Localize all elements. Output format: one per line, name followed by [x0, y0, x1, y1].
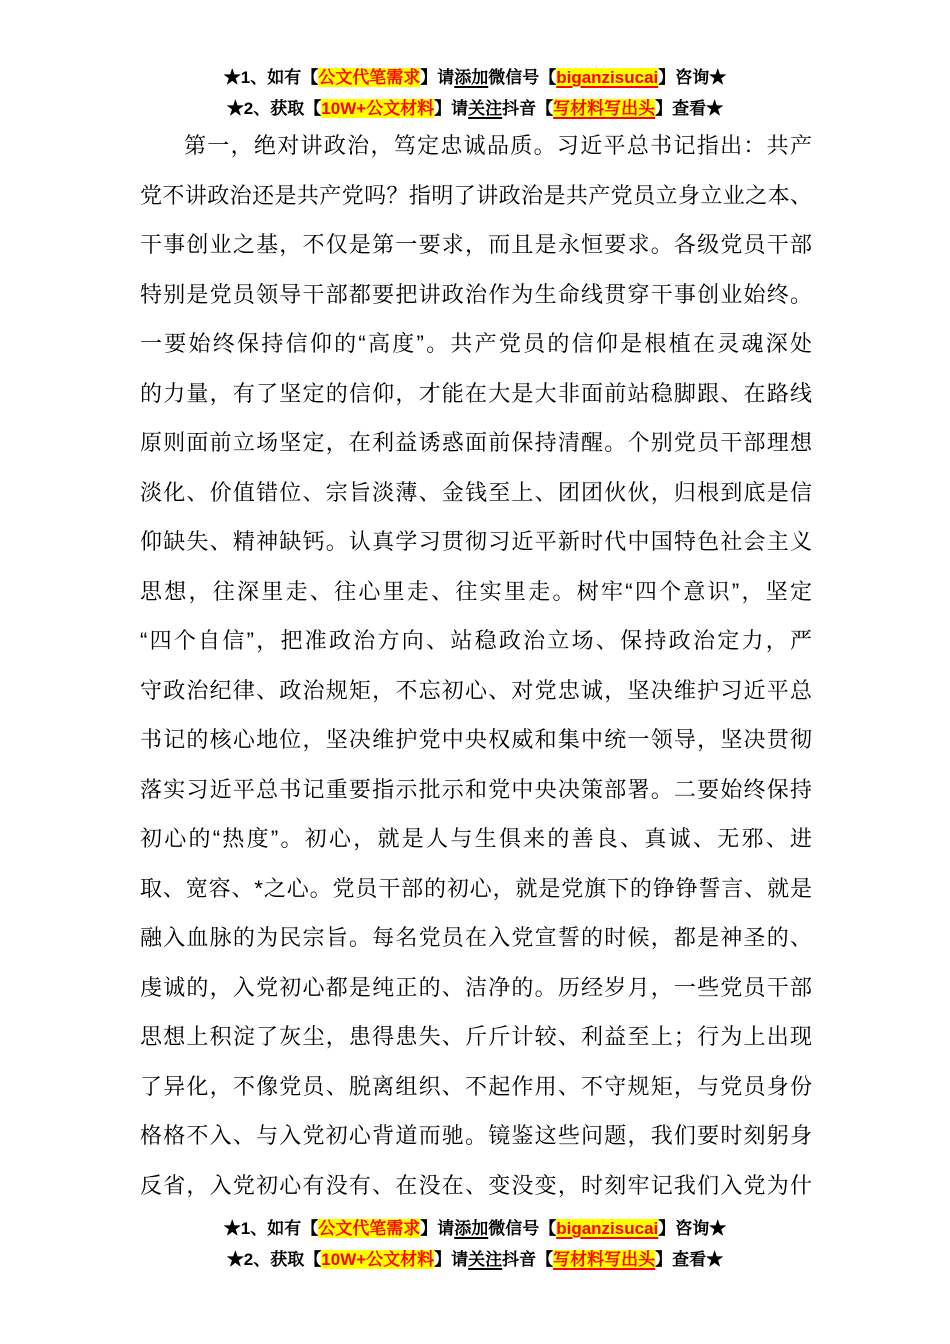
text-line: 思想上积淀了灰尘，患得患失、斤斤计较、利益至上；行为上出现 — [140, 1024, 812, 1049]
footer-notice — [0, 1213, 950, 1275]
notice-underlined-text: 关注 — [468, 99, 503, 118]
text-line: 初心的“热度”。初心，就是人与生俱来的善良、真诚、无邪、进 — [140, 826, 812, 851]
text-line: 落实习近平总书记重要指示批示和党中央决策部署。二要始终保持 — [140, 776, 812, 802]
text-line: 思想，往深里走、往心里走、往实里走。树牢“四个意识”，坚定 — [140, 578, 812, 604]
text-line: 特别是党员领导干部都要把讲政治作为生命线贯穿干事创业始终。 — [140, 281, 812, 307]
text-line: 格格不入、与入党初心背道而驰。镜鉴这些问题，我们要时刻躬身 — [140, 1123, 812, 1148]
notice-text: 抖音【 — [502, 1250, 554, 1269]
notice-text: 】查看★ — [655, 99, 724, 118]
notice-text: ★2、获取【 — [226, 1250, 322, 1269]
text-line: 的力量，有了坚定的信仰，才能在大是大非面前站稳脚跟、在路线 — [140, 380, 812, 406]
notice-text: 】请 — [420, 68, 455, 87]
footer-notice-line-2 — [0, 1244, 950, 1275]
text-line: 仰缺失、精神缺钙。认真学习贯彻习近平新时代中国特色社会主义 — [140, 529, 812, 554]
notice-text: 微信号【 — [488, 1219, 557, 1238]
notice-text: 】查看★ — [655, 1250, 724, 1269]
notice-text: ★2、获取【 — [226, 99, 322, 118]
wechat-id-text: biganzisucai — [556, 68, 659, 87]
wechat-id-text: biganzisucai — [556, 1219, 659, 1238]
notice-highlight: 公文代笔需求 — [318, 1219, 421, 1238]
text-line: 反省，入党初心有没有、在没在、变没变，时刻牢记我们入党为什 — [140, 1172, 812, 1198]
text-line: 干事创业之基，不仅是第一要求，而且是永恒要求。各级党员干部 — [140, 232, 812, 257]
text-line: 守政治纪律、政治规矩，不忘初心、对党忠诚，坚决维护习近平总 — [140, 677, 812, 703]
notice-underlined-text: 添加 — [454, 68, 489, 87]
notice-highlight: 10W+公文材料 — [321, 99, 435, 118]
notice-text: 】请 — [434, 1250, 469, 1269]
notice-text: 微信号【 — [488, 68, 557, 87]
text-line: 虔诚的，入党初心都是纯正的、洁净的。历经岁月，一些党员干部 — [140, 974, 812, 1000]
notice-text: ★1、如有【 — [223, 68, 319, 87]
header-notice-line-1 — [0, 62, 950, 93]
notice-text: 】咨询★ — [658, 1219, 727, 1238]
douyin-id-text: 写材料写出头 — [553, 99, 656, 118]
text-line: 淡化、价值错位、宗旨淡薄、金钱至上、团团伙伙，归根到底是信 — [140, 479, 812, 505]
header-notice-line-2 — [0, 93, 950, 124]
text-line: 取、宽容、*之心。党员干部的初心，就是党旗下的铮铮誓言、就是 — [140, 875, 812, 901]
text-line: 第一，绝对讲政治，笃定忠诚品质。习近平总书记指出：共产 — [184, 133, 812, 158]
notice-text: 】咨询★ — [658, 68, 727, 87]
notice-highlight: 公文代笔需求 — [318, 68, 421, 87]
text-line: 一要始终保持信仰的“高度”。共产党员的信仰是根植在灵魂深处 — [140, 331, 812, 356]
text-line: 融入血脉的为民宗旨。每名党员在入党宣誓的时候，都是神圣的、 — [140, 925, 812, 950]
notice-highlight: 10W+公文材料 — [321, 1250, 435, 1269]
header-notice — [0, 62, 950, 124]
notice-text: ★1、如有【 — [223, 1219, 319, 1238]
text-line: 了异化，不像党员、脱离组织、不起作用、不守规矩，与党员身份 — [140, 1073, 812, 1099]
notice-text: 抖音【 — [502, 99, 554, 118]
text-line: “四个自信”，把准政治方向、站稳政治立场、保持政治定力，严 — [140, 628, 812, 653]
document-body — [140, 121, 812, 1210]
text-line: 书记的核心地位，坚决维护党中央权威和集中统一领导，坚决贯彻 — [140, 727, 812, 752]
douyin-id-text: 写材料写出头 — [553, 1250, 656, 1269]
text-line: 原则面前立场坚定，在利益诱惑面前保持清醒。个别党员干部理想 — [140, 430, 812, 455]
notice-text: 】请 — [420, 1219, 455, 1238]
text-line: 党不讲政治还是共产党吗？指明了讲政治是共产党员立身立业之本、 — [140, 182, 812, 208]
notice-underlined-text: 添加 — [454, 1219, 489, 1238]
footer-notice-line-1 — [0, 1213, 950, 1244]
notice-text: 】请 — [434, 99, 469, 118]
notice-underlined-text: 关注 — [468, 1250, 503, 1269]
